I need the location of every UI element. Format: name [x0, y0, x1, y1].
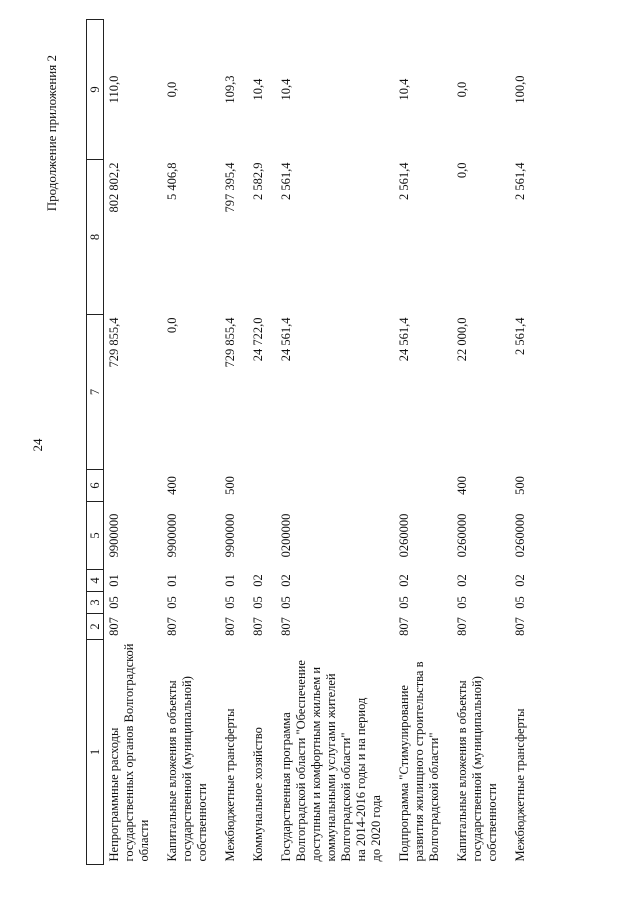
planned-amount: 0,0	[165, 317, 179, 334]
row-name: Коммунальное хозяйство	[251, 727, 265, 862]
section-code: 05	[165, 596, 179, 609]
column-header: 3	[87, 592, 104, 614]
column-header: 6	[87, 470, 104, 502]
section-code: 05	[223, 596, 237, 609]
target-code	[248, 502, 276, 570]
execution-percent: 100,0	[513, 75, 527, 104]
actual-amount: 2 582,9	[251, 162, 265, 200]
row-name: Межбюджетные трансферты	[513, 708, 527, 862]
column-header: 5	[87, 502, 104, 570]
actual-amount: 2 561,4	[397, 162, 411, 200]
target-code: 0260000	[397, 513, 411, 558]
expense-type-code: 500	[513, 476, 527, 495]
table-row	[452, 20, 510, 865]
column-header: 4	[87, 570, 104, 592]
ministry-code: 807	[513, 617, 527, 636]
row-name: Подпрограмма "Стимулирование развития жилищного строительства в Волгоградской области"	[397, 661, 441, 862]
target-code: 9900000	[223, 513, 237, 558]
table-row	[104, 20, 163, 865]
row-name: Межбюджетные трансферты	[223, 708, 237, 862]
table-row	[162, 20, 220, 865]
expense-type-code	[276, 470, 394, 502]
table-row	[276, 20, 394, 865]
row-name: Капитальные вложения в объекты государственной (муниципальной) собственности	[455, 676, 499, 862]
subsection-code: 01	[223, 574, 237, 587]
expense-type-code	[248, 470, 276, 502]
planned-amount: 24 561,4	[279, 317, 293, 362]
budget-table	[86, 19, 538, 865]
execution-percent: 110,0	[107, 75, 121, 104]
ministry-code: 807	[397, 617, 411, 636]
target-code: 9900000	[107, 513, 121, 558]
actual-amount: 2 561,4	[513, 162, 527, 200]
column-header: 7	[87, 315, 104, 470]
execution-percent: 10,4	[397, 78, 411, 101]
continuation-title: Продолжение приложения 2	[44, 55, 59, 212]
ministry-code: 807	[223, 617, 237, 636]
planned-amount: 2 561,4	[513, 317, 527, 355]
subsection-code: 02	[397, 574, 411, 587]
planned-amount: 24 722,0	[251, 317, 265, 362]
table-row	[248, 20, 276, 865]
row-name: Капитальные вложения в объекты государственной (муниципальной) собственности	[165, 676, 209, 862]
target-code: 0260000	[455, 513, 469, 558]
ministry-code: 807	[455, 617, 469, 636]
page-number: 24	[30, 438, 45, 452]
subsection-code: 02	[455, 574, 469, 587]
column-header: 1	[87, 640, 104, 865]
row-name: Непрограммные расходы государственных органов Волгоградской области	[107, 643, 151, 862]
actual-amount: 5 406,8	[165, 162, 179, 200]
subsection-code: 01	[165, 574, 179, 587]
table-row	[394, 20, 452, 865]
expense-type-code: 400	[165, 476, 179, 495]
target-code: 9900000	[165, 513, 179, 558]
execution-percent: 10,4	[251, 78, 265, 101]
subsection-code: 02	[279, 574, 293, 587]
expense-type-code: 400	[455, 476, 469, 495]
planned-amount: 729 855,4	[223, 317, 237, 368]
subsection-code: 01	[107, 574, 121, 587]
section-code: 05	[513, 596, 527, 609]
table-row	[220, 20, 248, 865]
row-name: Государственная программа Волгоградской области "Обеспечение доступным и комфортным жильем и коммунальными услугами жителей Волгоградской области" на 2014-2016 годы и на период до 2020 года	[279, 660, 383, 862]
planned-amount: 729 855,4	[107, 317, 121, 368]
target-code: 0200000	[279, 513, 293, 558]
section-code: 05	[251, 596, 265, 609]
subsection-code: 02	[251, 574, 265, 587]
subsection-code: 02	[513, 574, 527, 587]
actual-amount: 0,0	[455, 162, 469, 179]
planned-amount: 22 000,0	[455, 317, 469, 362]
execution-percent: 0,0	[455, 81, 469, 98]
actual-amount: 797 395,4	[223, 162, 237, 213]
execution-percent: 109,3	[223, 75, 237, 104]
planned-amount: 24 561,4	[397, 317, 411, 362]
ministry-code: 807	[165, 617, 179, 636]
column-header: 9	[87, 20, 104, 160]
header-row	[87, 20, 104, 865]
column-header: 2	[87, 614, 104, 640]
ministry-code: 807	[107, 617, 121, 636]
target-code: 0260000	[513, 513, 527, 558]
expense-type-code: 500	[223, 476, 237, 495]
actual-amount: 2 561,4	[279, 162, 293, 200]
section-code: 05	[397, 596, 411, 609]
expense-type-code	[104, 470, 163, 502]
column-header: 8	[87, 160, 104, 315]
table-row	[510, 20, 538, 865]
execution-percent: 10,4	[279, 78, 293, 101]
section-code: 05	[107, 596, 121, 609]
actual-amount: 802 802,2	[107, 162, 121, 213]
ministry-code: 807	[279, 617, 293, 636]
ministry-code: 807	[251, 617, 265, 636]
execution-percent: 0,0	[165, 81, 179, 98]
section-code: 05	[279, 596, 293, 609]
section-code: 05	[455, 596, 469, 609]
expense-type-code	[394, 470, 452, 502]
